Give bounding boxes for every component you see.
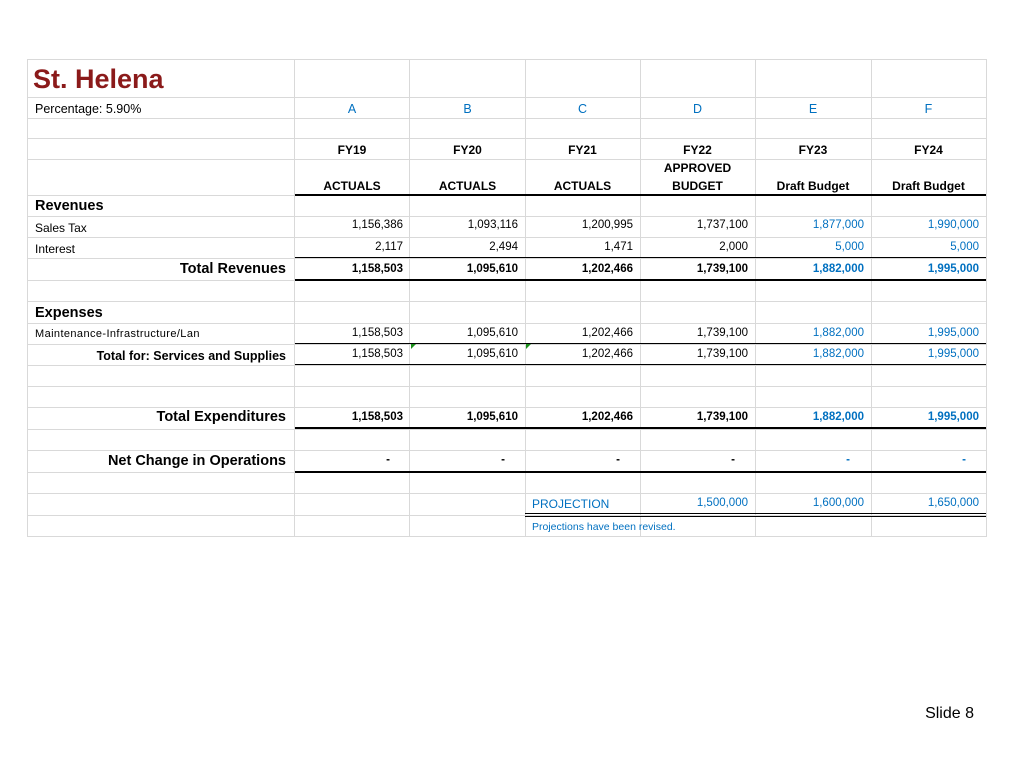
col-letter-c: C bbox=[577, 102, 588, 116]
col-type: BUDGET bbox=[672, 179, 723, 193]
projection-double-line-top bbox=[525, 513, 986, 514]
cell-value: 1,739,100 bbox=[696, 348, 748, 360]
cell-value: 1,995,000 bbox=[927, 263, 979, 275]
cell-value: 1,095,610 bbox=[466, 263, 518, 275]
cell-value: 1,739,100 bbox=[696, 263, 748, 275]
cell-value: 2,000 bbox=[719, 241, 748, 253]
subtotal-line bbox=[295, 343, 986, 344]
total-underline bbox=[295, 427, 986, 429]
row-label-total-revenues: Total Revenues bbox=[179, 261, 286, 277]
projection-value: 1,650,000 bbox=[927, 497, 979, 509]
cell-value: 1,093,116 bbox=[467, 219, 518, 231]
row-label-total-expenditures: Total Expenditures bbox=[156, 409, 286, 425]
cell-value: 1,882,000 bbox=[812, 348, 864, 360]
cell-value: 1,095,610 bbox=[466, 348, 518, 360]
fy-label: FY19 bbox=[337, 143, 367, 157]
cell-value: 5,000 bbox=[835, 241, 864, 253]
cell-value: 1,995,000 bbox=[927, 327, 979, 339]
cell-value: 1,471 bbox=[604, 241, 633, 253]
cell-value: - bbox=[962, 454, 966, 466]
cell-value: 1,739,100 bbox=[696, 411, 748, 423]
projection-value: 1,600,000 bbox=[812, 497, 864, 509]
cell-value: 1,158,503 bbox=[351, 348, 403, 360]
col-type: ACTUALS bbox=[553, 179, 612, 193]
cell-value: 1,882,000 bbox=[812, 327, 864, 339]
net-change-underline bbox=[295, 471, 986, 473]
row-label-sales-tax: Sales Tax bbox=[35, 221, 87, 235]
sheet-title: St. Helena bbox=[33, 64, 164, 94]
cell-value: 1,095,610 bbox=[466, 411, 518, 423]
subtotal-line bbox=[295, 257, 986, 258]
col-type: Draft Budget bbox=[892, 179, 965, 193]
col-letter-d: D bbox=[692, 102, 703, 116]
cell-value: 1,202,466 bbox=[581, 327, 633, 339]
cell-value: 1,990,000 bbox=[927, 219, 979, 231]
row-label-interest: Interest bbox=[35, 242, 76, 256]
row-label-maintenance: Maintenance-Infrastructure/Lan bbox=[35, 328, 200, 340]
cell-value: - bbox=[846, 454, 850, 466]
revenues-heading: Revenues bbox=[35, 198, 104, 214]
cell-value: 2,494 bbox=[489, 241, 518, 253]
col-letter-e: E bbox=[808, 102, 818, 116]
header-underline bbox=[295, 194, 986, 196]
cell-value: 1,737,100 bbox=[696, 219, 748, 231]
projection-double-line-bottom bbox=[525, 516, 986, 517]
projection-note: Projections have been revised. bbox=[532, 521, 676, 533]
fy-label: FY23 bbox=[798, 143, 828, 157]
fy-label: FY21 bbox=[568, 143, 597, 157]
col-letter-f: F bbox=[924, 102, 933, 116]
cell-value: 1,877,000 bbox=[812, 219, 864, 231]
projection-label: PROJECTION bbox=[532, 497, 610, 511]
cell-value: 2,117 bbox=[375, 241, 403, 253]
cell-value: 1,200,995 bbox=[581, 219, 633, 231]
projection-value: 1,500,000 bbox=[696, 497, 748, 509]
cell-value: 1,995,000 bbox=[927, 411, 979, 423]
cell-comment-marker bbox=[411, 344, 416, 349]
expenses-heading: Expenses bbox=[35, 305, 103, 321]
cell-value: 1,202,466 bbox=[581, 263, 633, 275]
cell-value: 1,156,386 bbox=[351, 219, 403, 231]
col-type: Draft Budget bbox=[776, 179, 850, 193]
fy-label: FY22 bbox=[683, 143, 712, 157]
cell-value: 1,202,466 bbox=[581, 411, 633, 423]
col-letter-b: B bbox=[463, 102, 472, 116]
cell-value: 1,158,503 bbox=[351, 327, 403, 339]
col-type: ACTUALS bbox=[323, 179, 381, 193]
cell-value: 5,000 bbox=[950, 241, 979, 253]
cell-value: 1,882,000 bbox=[812, 411, 864, 423]
cell-value: 1,882,000 bbox=[812, 263, 864, 275]
cell-value: - bbox=[386, 454, 390, 466]
cell-value: - bbox=[616, 454, 620, 466]
percentage-label: Percentage: 5.90% bbox=[35, 102, 142, 116]
cell-value: 1,158,503 bbox=[351, 411, 403, 423]
cell-value: 1,158,503 bbox=[351, 263, 403, 275]
cell-value: 1,995,000 bbox=[927, 348, 979, 360]
cell-value: - bbox=[731, 454, 735, 466]
total-underline bbox=[295, 279, 986, 281]
cell-value: 1,095,610 bbox=[466, 327, 518, 339]
row-label-services-supplies: Total for: Services and Supplies bbox=[96, 349, 286, 363]
fy-label: FY20 bbox=[453, 143, 482, 157]
cell-value: - bbox=[501, 454, 505, 466]
col-letter-a: A bbox=[347, 102, 357, 116]
fy-label: FY24 bbox=[914, 143, 943, 157]
cell-value: 1,739,100 bbox=[696, 327, 748, 339]
cell-value: 1,202,466 bbox=[581, 348, 633, 360]
cell-comment-marker bbox=[526, 344, 531, 349]
approved-label: APPROVED bbox=[663, 161, 732, 175]
subtotal-line bbox=[295, 364, 986, 365]
col-type: ACTUALS bbox=[438, 179, 497, 193]
slide-number: Slide 8 bbox=[925, 705, 974, 722]
row-label-net-change: Net Change in Operations bbox=[107, 453, 286, 469]
